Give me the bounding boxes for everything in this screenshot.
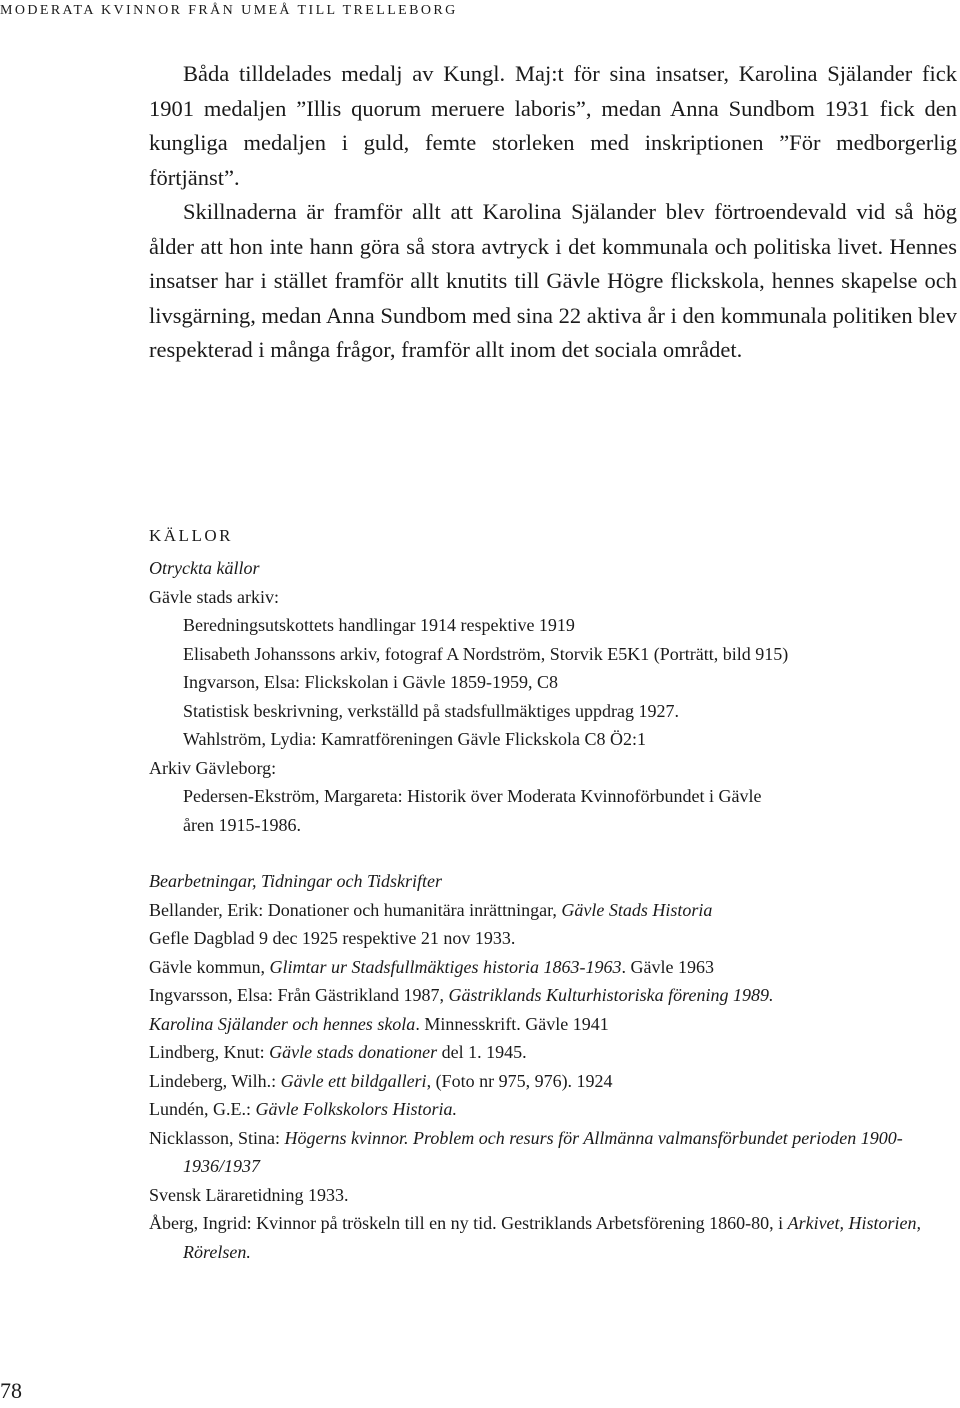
ref-text: . Minnesskrift. Gävle 1941 [415, 1013, 609, 1034]
body-text [149, 57, 957, 368]
archive-name: Gävle stads arkiv: [149, 586, 279, 607]
archive-item: Wahlström, Lydia: Kamratföreningen Gävle Flickskola C8 Ö2:1 [183, 729, 646, 749]
ref-title: Gävle ett bildgalleri [280, 1070, 427, 1091]
archive-item: Pedersen-Ekström, Margareta: Historik över Moderata Kvinnoförbundet i Gävle åren 1915-1986. [183, 786, 762, 835]
ref-title: Gästriklands Kulturhistoriska förening 1989. [448, 985, 774, 1005]
reference-item: Gefle Dagblad 9 dec 1925 respektive 21 nov 1933. [149, 928, 516, 948]
archive-item: Beredningsutskottets handlingar 1914 respektive 1919 [183, 615, 575, 635]
paragraph: Skillnaderna är framför allt att Karolina Själander blev förtroendevald vid så hög ålder att hon inte hann göra så stora avtryck i det kommunala och politiska livet. Hennes insatser har i stället framför allt knutits till Gävle Högre flickskola, hennes skapelse och livsgärning, medan Anna Sundbom med sina 22 aktiva år i den kommunala politiken blev respekterad i många frågor, framför allt inom det sociala området. [149, 199, 957, 362]
reference-item [149, 981, 957, 1010]
ref-title: Gävle Stads Historia [561, 899, 713, 920]
ref-title: Gävle stads donationer [269, 1042, 438, 1062]
ref-text: Ingvarsson, Elsa: Från Gästrikland 1987, [149, 985, 449, 1005]
reference-item [149, 953, 957, 982]
reference-item [149, 896, 957, 925]
page-number: 78 [0, 1378, 22, 1403]
sources-heading: KÄLLOR [149, 526, 233, 545]
ref-text: Bellander, Erik: Donationer och humanitära inrättningar, [149, 899, 562, 920]
reference-item: Svensk Läraretidning 1933. [149, 1184, 349, 1205]
ref-text: del 1. 1945. [437, 1042, 527, 1062]
ref-title: Glimtar ur Stadsfullmäktiges historia 1863-1963 [269, 956, 622, 977]
ref-text: Nicklasson, Stina: [149, 1127, 285, 1148]
ref-text: Gävle kommun, [149, 956, 270, 977]
ref-title: Gävle Folkskolors Historia. [255, 1099, 457, 1119]
ref-text: Lindeberg, Wilh.: [149, 1070, 281, 1091]
reference-item [149, 1209, 960, 1266]
reference-item [149, 1124, 960, 1181]
reference-item [149, 1067, 957, 1096]
archive-item: Statistisk beskrivning, verkställd på stadsfullmäktiges uppdrag 1927. [183, 700, 679, 721]
ref-text: , (Foto nr 975, 976). 1924 [426, 1070, 613, 1091]
reference-item [149, 1095, 957, 1124]
ref-text: Åberg, Ingrid: Kvinnor på tröskeln till en ny tid. Gestriklands Arbetsförening 1860-80, i [149, 1213, 788, 1233]
paragraph: Båda tilldelades medalj av Kungl. Maj:t för sina insatser, Karolina Själander fick 1901 medaljen ”Illis quorum meruere laboris”, medan Anna Sundbom 1931 fick den kungliga medaljen i guld, femte storleken med inskriptionen ”För medborgerlig förtjänst”. [149, 61, 957, 190]
printed-sources-heading: Bearbetningar, Tidningar och Tidskrifter [149, 871, 443, 891]
ref-title: Högerns kvinnor. Problem och resurs för Allmänna valmansförbundet perioden 1900-1936/1937 [183, 1127, 903, 1176]
running-head: MODERATA KVINNOR FRÅN UMEÅ TILL TRELLEBORG [0, 3, 458, 18]
ref-text: . Gävle 1963 [621, 956, 714, 977]
sources-section [149, 522, 957, 1266]
archive-item: Ingvarson, Elsa: Flickskolan i Gävle 1859-1959, C8 [183, 672, 558, 692]
archive-item: Elisabeth Johanssons arkiv, fotograf A Nordström, Storvik E5K1 (Porträtt, bild 915) [183, 643, 789, 664]
unprinted-sources-heading: Otryckta källor [149, 558, 260, 578]
ref-text: Lindberg, Knut: [149, 1042, 270, 1062]
archive-name: Arkiv Gävleborg: [149, 757, 277, 778]
ref-title: Arkivet, Historien, Rörelsen. [183, 1213, 922, 1262]
reference-item [149, 1010, 957, 1039]
ref-text: Lundén, G.E.: [149, 1099, 256, 1119]
reference-item [149, 1038, 957, 1067]
ref-title: Karolina Själander och hennes skola [149, 1013, 416, 1034]
